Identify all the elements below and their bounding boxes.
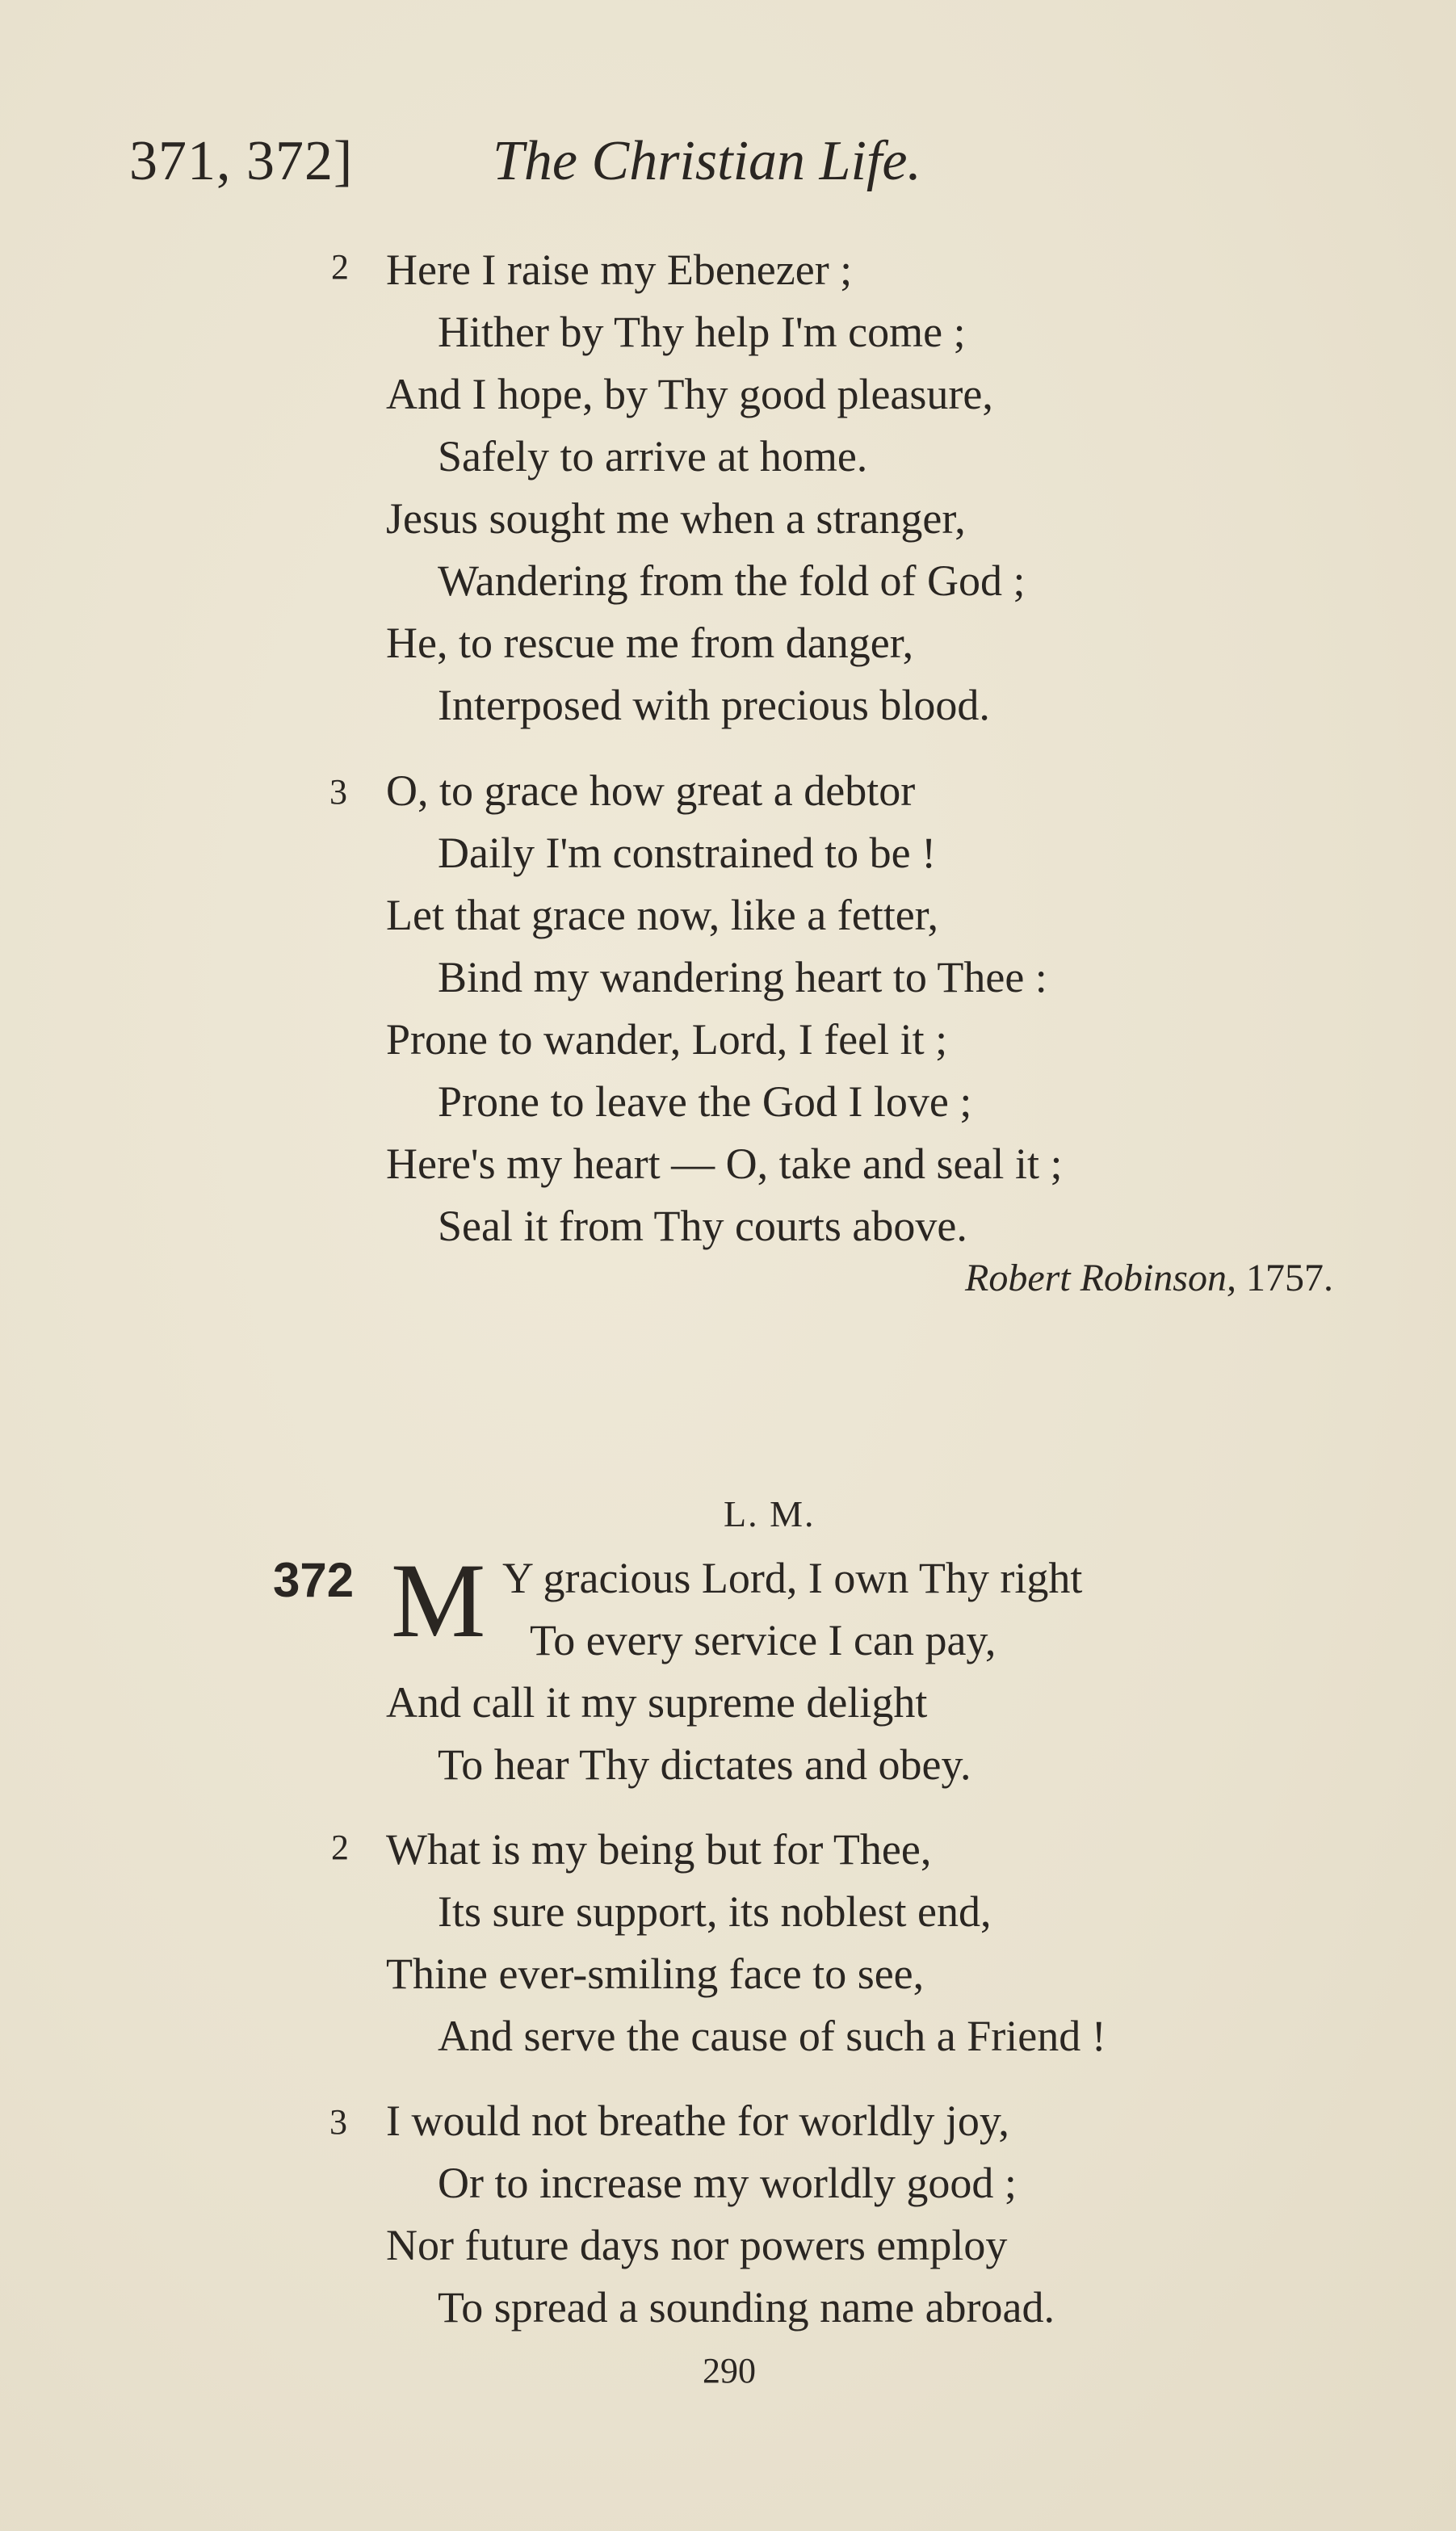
- hymn-number: 372: [273, 1553, 355, 1607]
- verse-line: Hither by Thy help I'm come ;: [438, 308, 966, 356]
- verse-line: I would not breathe for worldly joy,: [386, 2097, 1009, 2145]
- verse-line: Let that grace now, like a fetter,: [386, 891, 938, 939]
- verse-line: Y gracious Lord, I own Thy right: [502, 1554, 1083, 1602]
- verse-line: And call it my supreme delight: [386, 1678, 928, 1727]
- verse-line: Here I raise my Ebenezer ;: [386, 246, 853, 294]
- page-number: 290: [703, 2351, 756, 2390]
- verse-line: And I hope, by Thy good pleasure,: [386, 370, 993, 418]
- drop-cap: M: [391, 1541, 486, 1660]
- verse-line: Its sure support, its noblest end,: [438, 1887, 992, 1936]
- verse-line: Daily I'm constrained to be !: [438, 829, 937, 877]
- verse-line: He, to rescue me from danger,: [386, 619, 914, 667]
- verse-line: Jesus sought me when a stranger,: [386, 494, 966, 543]
- verse-line: Here's my heart — O, take and seal it ;: [386, 1140, 1063, 1188]
- verse-line: To every service I can pay,: [530, 1616, 997, 1664]
- verse-line: Bind my wandering heart to Thee :: [438, 953, 1047, 1001]
- running-header-hymn-numbers: 371, 372]: [129, 130, 354, 192]
- verse-line: What is my being but for Thee,: [386, 1825, 932, 1874]
- stanza-number: 2: [331, 247, 349, 287]
- verse-line: Prone to leave the God I love ;: [438, 1077, 972, 1126]
- stanza-number: 3: [329, 772, 347, 812]
- verse-line: Nor future days nor powers employ: [386, 2221, 1008, 2269]
- verse-line: Interposed with precious blood.: [438, 681, 990, 729]
- hymn-meter: L. M.: [724, 1493, 816, 1534]
- attribution-author: Robert Robinson,: [965, 1257, 1236, 1299]
- attribution: [965, 1256, 1333, 1300]
- verse-line: To hear Thy dictates and obey.: [438, 1740, 971, 1789]
- verse-line: Safely to arrive at home.: [438, 432, 868, 481]
- verse-line: Thine ever-smiling face to see,: [386, 1950, 925, 1998]
- verse-line: O, to grace how great a debtor: [386, 766, 916, 815]
- verse-line: Seal it from Thy courts above.: [438, 1202, 967, 1250]
- verse-line: And serve the cause of such a Friend !: [438, 2012, 1106, 2060]
- running-header-title: The Christian Life.: [493, 130, 921, 192]
- stanza-number: 2: [331, 1828, 349, 1867]
- verse-line: To spread a sounding name abroad.: [438, 2283, 1055, 2332]
- verse-line: Wandering from the fold of God ;: [438, 556, 1026, 605]
- verse-line: Prone to wander, Lord, I feel it ;: [386, 1015, 948, 1064]
- attribution-year: 1757.: [1245, 1257, 1333, 1299]
- verse-line: Or to increase my worldly good ;: [438, 2159, 1017, 2207]
- stanza-number: 3: [329, 2102, 347, 2142]
